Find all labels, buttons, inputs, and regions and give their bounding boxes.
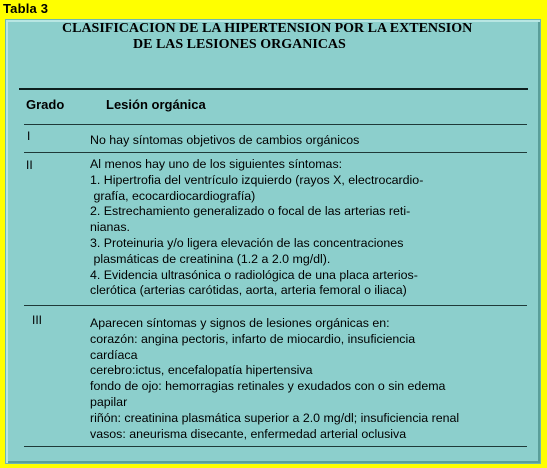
grade-III: III: [32, 313, 43, 327]
row-III-line-5: fondo de ojo: hemorragias retinales y exudados con o sin edema: [90, 379, 446, 394]
row-II-line-2: 1. Hipertrofia del ventrículo izquierdo (rayos X, electrocardio-: [90, 172, 424, 187]
row-I-lesion: [90, 133, 359, 149]
row-II-lesion: [90, 157, 423, 299]
row-III-line-1: Aparecen síntomas y signos de lesiones orgánicas en:: [90, 316, 390, 330]
row-II-line-6: 3. Proteinuria y/o ligera elevación de las concentraciones: [90, 235, 404, 250]
row-II-line-8: 4. Evidencia ultrasónica o radiológica de una placa arterios-: [90, 267, 418, 282]
row-I-line-1: No hay síntomas objetivos de cambios orgánicos: [90, 133, 360, 147]
header-grade: Grado: [26, 97, 65, 112]
row-II-line-3: grafía, ecocardiocardiografía): [90, 188, 256, 203]
row-II-line-1: Al menos hay uno de los siguientes síntomas:: [90, 157, 343, 171]
rule-top: [19, 88, 528, 90]
grade-II: II: [26, 158, 33, 172]
row-III-line-3: cardíaca: [90, 347, 138, 362]
row-II-line-9: clerótica (arterias carótidas, aorta, arteria femoral o iliaca): [90, 283, 407, 298]
header-lesion: Lesión orgánica: [106, 97, 206, 112]
row-III-line-6: papilar: [90, 394, 128, 409]
row-II-line-5: nianas.: [90, 220, 130, 235]
row-III-line-2: corazón: angina pectoris, infarto de miocardio, insuficiencia: [90, 331, 416, 346]
rule-bottom: [24, 446, 527, 447]
row-II-line-7: plasmáticas de creatinina (1.2 a 2.0 mg/dl).: [90, 251, 331, 266]
row-III-line-8: vasos: aneurisma disecante, enfermedad arterial oclusiva: [90, 426, 407, 441]
row-II-line-4: 2. Estrechamiento generalizado o focal de las arterias reti-: [90, 204, 411, 219]
title-line-2: DE LAS LESIONES ORGANICAS: [133, 37, 346, 52]
rule-row-II: [24, 305, 527, 306]
rule-header: [24, 124, 527, 125]
title-line-1: CLASIFICACION DE LA HIPERTENSION POR LA EXTENSION: [62, 21, 473, 36]
table-label: Tabla 3: [3, 1, 49, 16]
row-III-lesion: [90, 316, 459, 442]
grade-I: I: [27, 129, 31, 143]
row-III-line-7: riñón: creatinina plasmática superior a 2.0 mg/dl; insuficiencia renal: [90, 410, 460, 425]
row-III-line-4: cerebro:ictus, encefalopatía hipertensiva: [90, 363, 313, 378]
rule-row-I: [24, 152, 527, 153]
